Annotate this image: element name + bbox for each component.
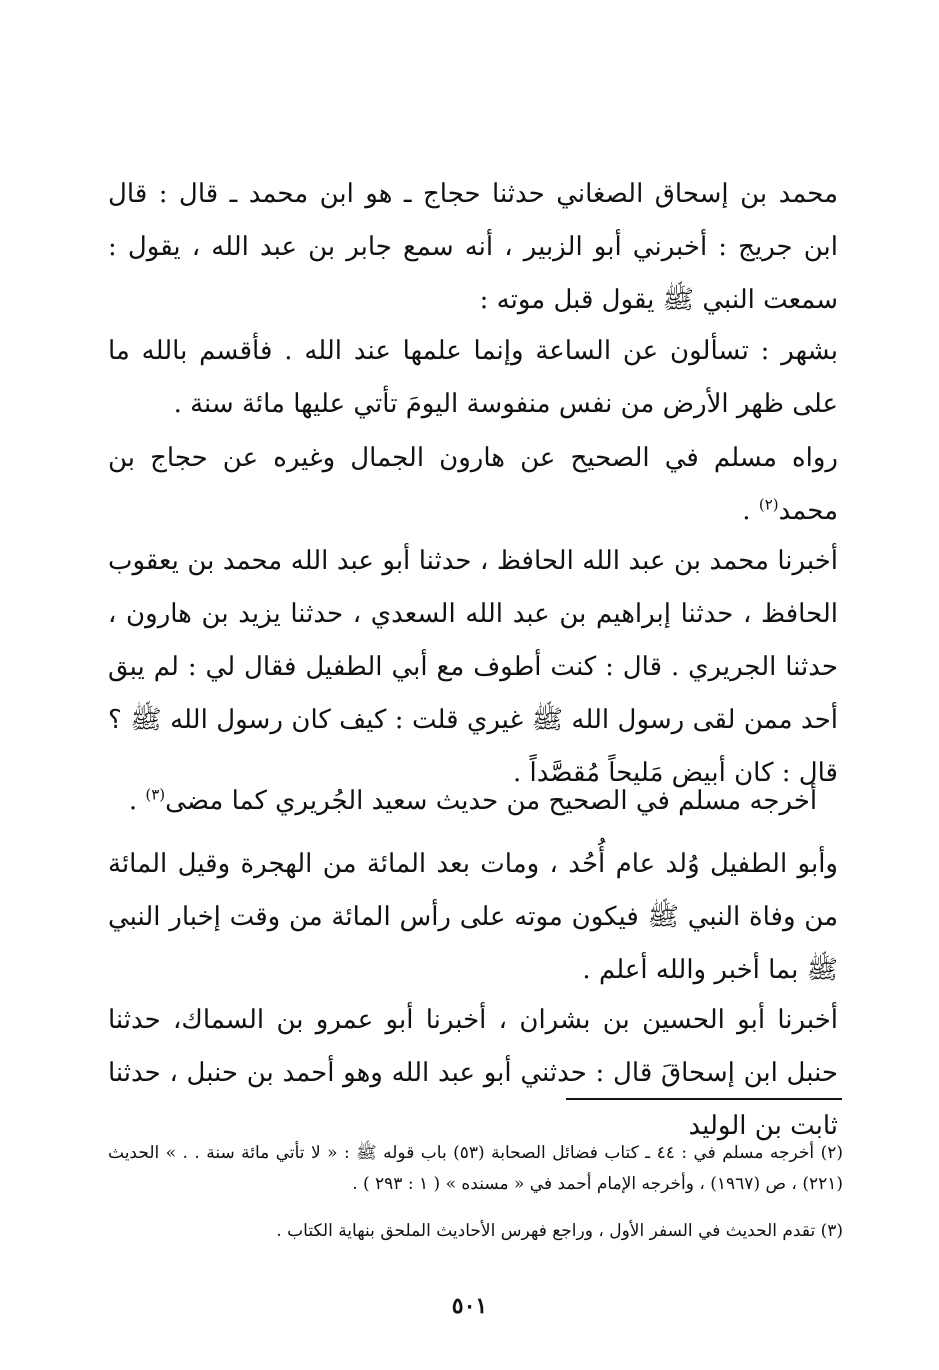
page-number: ٥٠١ xyxy=(451,1293,488,1319)
footnote-3: (٣) تقدم الحديث في السفر الأول ، وراجع فهرس الأحاديث الملحق بنهاية الكتاب . xyxy=(276,1221,843,1241)
paragraph-3-end: . xyxy=(742,496,759,526)
paragraph-4: أخبرنا محمد بن عبد الله الحافظ ، حدثنا أبو عبد الله محمد بن يعقوب الحافظ ، حدثنا إبراهيم بن عبد الله السعدي ، حدثنا يزيد بن هارون ، حدثنا الجريري . قال : كنت أطوف مع أبي الطفيل فقال لي : لم يبق أحد ممن لقى رسول الله ﷺ غيري قلت : كيف كان رسول الله ﷺ ؟ قال : كان أبيض مَليحاً مُقصَّداً . xyxy=(108,546,838,788)
paragraph-6: وأبو الطفيل وُلد عام أُحُد ، ومات بعد المائة من الهجرة وقيل المائة من وفاة النبي ﷺ فيكون موته على رأس المائة من وقت إخبار النبي ﷺ بما أخبر والله أعلم . xyxy=(108,849,838,985)
paragraph-5-end: . xyxy=(128,786,146,816)
paragraph-1: محمد بن إسحاق الصغاني حدثنا حجاج ـ هو ابن محمد ـ قال : قال ابن جريج : أخبرني أبو الزبير ، أنه سمع جابر بن عبد الله ، يقول : سمعت النبي ﷺ يقول قبل موته : xyxy=(108,179,838,315)
paragraph-3 xyxy=(108,432,838,538)
paragraph-5-text: أخرجه مسلم في الصحيح من حديث سعيد الجُريري كما مضى xyxy=(165,786,818,816)
paragraph-7: أخبرنا أبو الحسين بن بشران ، أخبرنا أبو عمرو بن السماك، حدثنا حنبل ابن إسحاقَ قال : حدثني أبو عبد الله وهو أحمد بن حنبل ، حدثنا ثابت بن الوليد xyxy=(108,1005,838,1141)
footnote-ref-2: (٢) xyxy=(758,495,779,514)
paragraph-2: بشهر : تسألون عن الساعة وإنما علمها عند الله . فأقسم بالله ما على ظهر الأرض من نفس منفوسة اليومَ تأتي عليها مائة سنة . xyxy=(108,336,838,419)
paragraph-3-text: رواه مسلم في الصحيح عن هارون الجمال وغيره عن حجاج بن محمد xyxy=(108,443,838,526)
footnote-2: (٢) أخرجه مسلم في : ٤٤ ـ كتاب فضائل الصحابة (٥٣) باب قوله ﷺ : « لا تأتي مائة سنة . . » الحديث (٢٢١) ، ص (١٩٦٧) ، وأخرجه الإمام أحمد في « مسنده » ( ١ : ٢٩٣ ) . xyxy=(108,1143,843,1194)
footnote-ref-3: (٣) xyxy=(145,785,166,804)
paragraph-5 xyxy=(108,775,838,828)
footnote-separator xyxy=(566,1098,842,1100)
